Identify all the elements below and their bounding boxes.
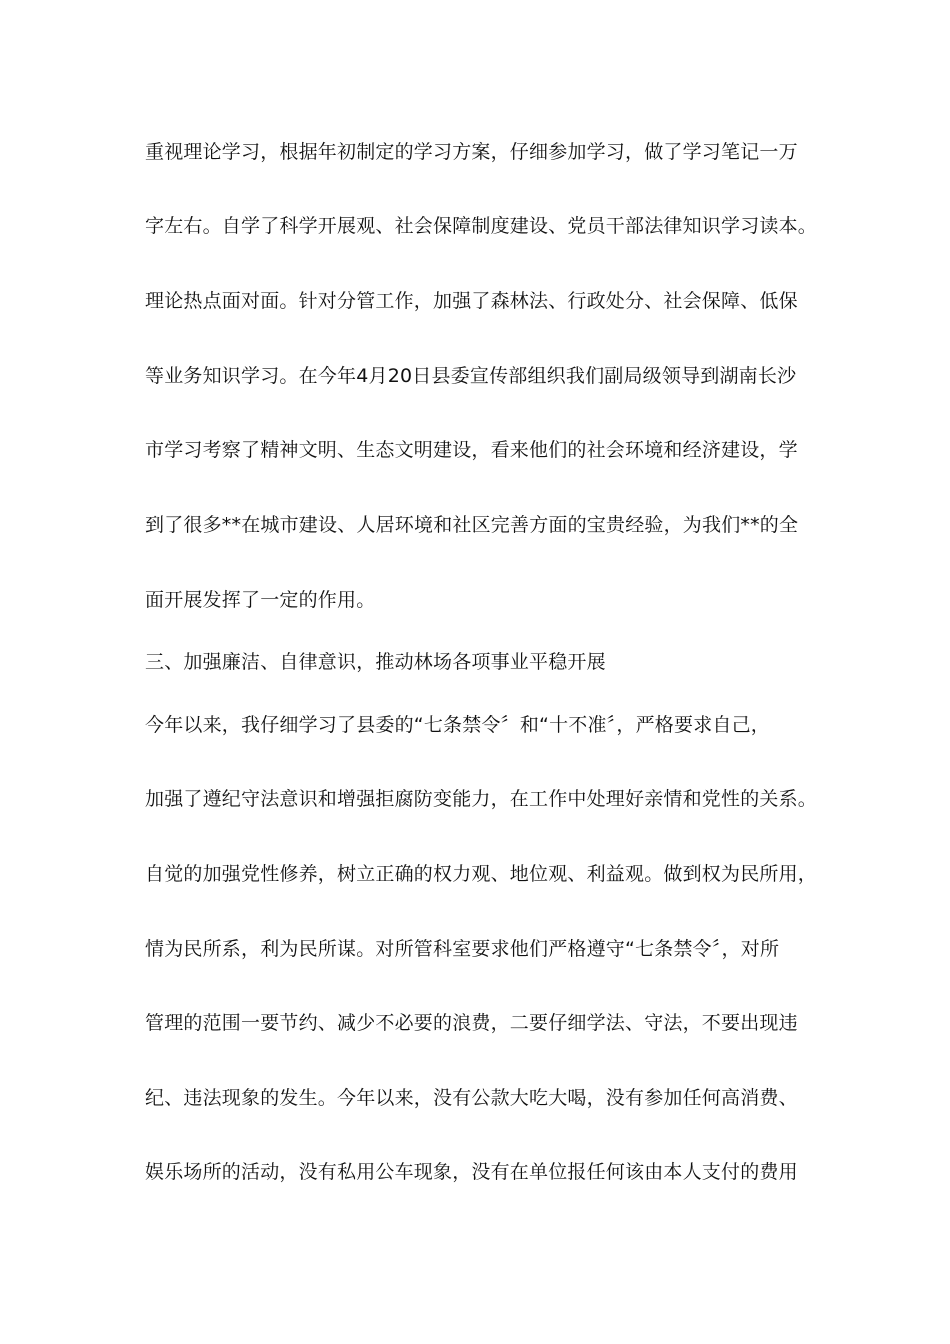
text-line: 到了很多**在城市建设、人居环境和社区完善方面的宝贵经验，为我们**的全 (145, 514, 799, 536)
text-line: 自觉的加强党性修养，树立正确的权力观、地位观、利益观。做到权为民所用， (145, 863, 818, 885)
text-line: 重视理论学习，根据年初制定的学习方案，仔细参加学习，做了学习笔记一万 (145, 141, 798, 163)
text-line: 市学习考察了精神文明、生态文明建设，看来他们的社会环境和经济建设，学 (145, 439, 798, 461)
text-line: 娱乐场所的活动，没有私用公车现象，没有在单位报任何该由本人支付的费用 (145, 1161, 798, 1183)
text-line: 等业务知识学习。在今年4月20日县委宣传部组织我们副局级领导到湖南长沙 (145, 365, 797, 387)
text-line: 字左右。自学了科学开展观、社会保障制度建设、党员干部法律知识学习读本。 (145, 215, 818, 237)
text-line: 加强了遵纪守法意识和增强拒腐防变能力，在工作中处理好亲情和党性的关系。 (145, 788, 818, 810)
text-line: 纪、违法现象的发生。今年以来，没有公款大吃大喝，没有参加任何高消费、 (145, 1087, 798, 1109)
text-line: 情为民所系，利为民所谋。对所管科室要求他们严格遵守“七条禁令〞，对所 (145, 938, 780, 960)
text-line: 管理的范围一要节约、减少不必要的浪费，二要仔细学法、守法，不要出现违 (145, 1012, 798, 1034)
text-line: 面开展发挥了一定的作用。 (145, 589, 376, 611)
text-line: 理论热点面对面。针对分管工作，加强了森林法、行政处分、社会保障、低保 (145, 290, 798, 312)
text-line: 今年以来，我仔细学习了县委的“七条禁令〞和“十不准〞，严格要求自己， (145, 714, 770, 736)
section-heading: 三、加强廉洁、自律意识，推动林场各项事业平稳开展 (145, 651, 606, 673)
